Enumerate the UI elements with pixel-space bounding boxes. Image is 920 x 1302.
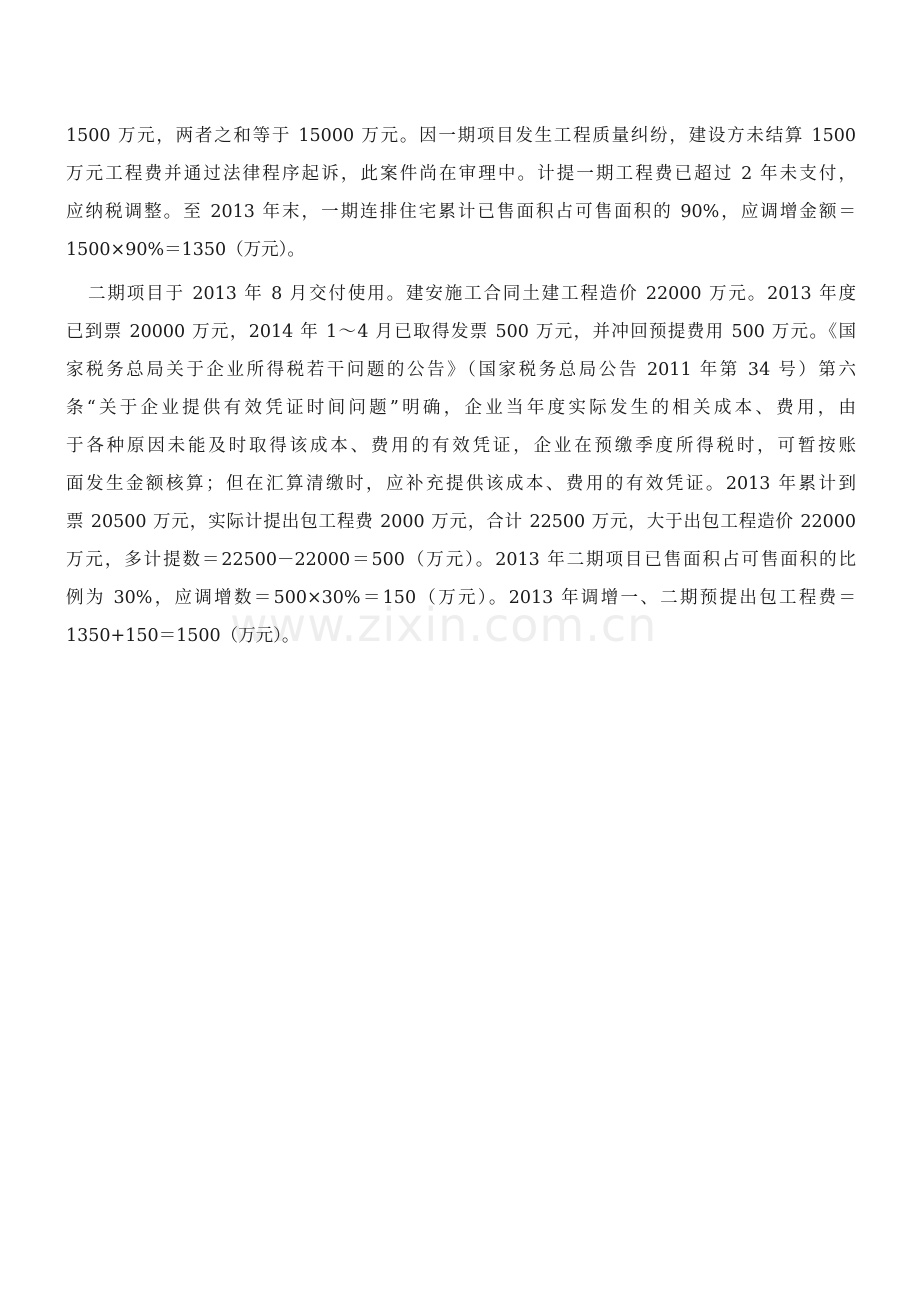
paragraph-line: 万元工程费并通过法律程序起诉，此案件尚在审理中。计提一期工程费已超过 2 年未支付， <box>66 164 856 184</box>
paragraph-line: 票 20500 万元，实际计提出包工程费 2000 万元，合计 22500 万元，大于出包工程造价 22000 <box>66 512 856 532</box>
paragraph-line: 1500 万元，两者之和等于 15000 万元。因一期项目发生工程质量纠纷，建设方未结算 1500 <box>66 126 856 146</box>
paragraph-line: 于各种原因未能及时取得该成本、费用的有效凭证，企业在预缴季度所得税时，可暂按账 <box>66 436 856 456</box>
paragraph-line: 1350+150＝1500（万元）。 <box>66 626 300 646</box>
paragraph-line: 1500×90%＝1350（万元）。 <box>66 240 305 260</box>
paragraph-line: 万元，多计提数＝22500－22000＝500（万元）。2013 年二期项目已售面积占可售面积的比 <box>66 550 856 570</box>
paragraph-line: 应纳税调整。至 2013 年末，一期连排住宅累计已售面积占可售面积的 90%，应调增金额＝ <box>66 202 856 222</box>
paragraph-2 <box>66 275 856 655</box>
document-body <box>66 117 856 661</box>
paragraph-1 <box>66 117 856 269</box>
watermark-text: www.zixin.com.cn <box>230 598 658 652</box>
paragraph-line: 二期项目于 2013 年 8 月交付使用。建安施工合同土建工程造价 22000 万元。2013 年度 <box>88 284 856 304</box>
paragraph-line: 家税务总局关于企业所得税若干问题的公告》（国家税务总局公告 2011 年第 34 号）第六 <box>66 360 856 380</box>
paragraph-line: 条“关于企业提供有效凭证时间问题”明确，企业当年度实际发生的相关成本、费用，由 <box>66 398 856 418</box>
paragraph-line: 面发生金额核算；但在汇算清缴时，应补充提供该成本、费用的有效凭证。2013 年累计到 <box>66 474 856 494</box>
paragraph-line: 例为 30%，应调增数＝500×30%＝150（万元）。2013 年调增一、二期预提出包工程费＝ <box>66 588 856 608</box>
paragraph-line: 已到票 20000 万元，2014 年 1～4 月已取得发票 500 万元，并冲回预提费用 500 万元。《国 <box>66 322 856 342</box>
